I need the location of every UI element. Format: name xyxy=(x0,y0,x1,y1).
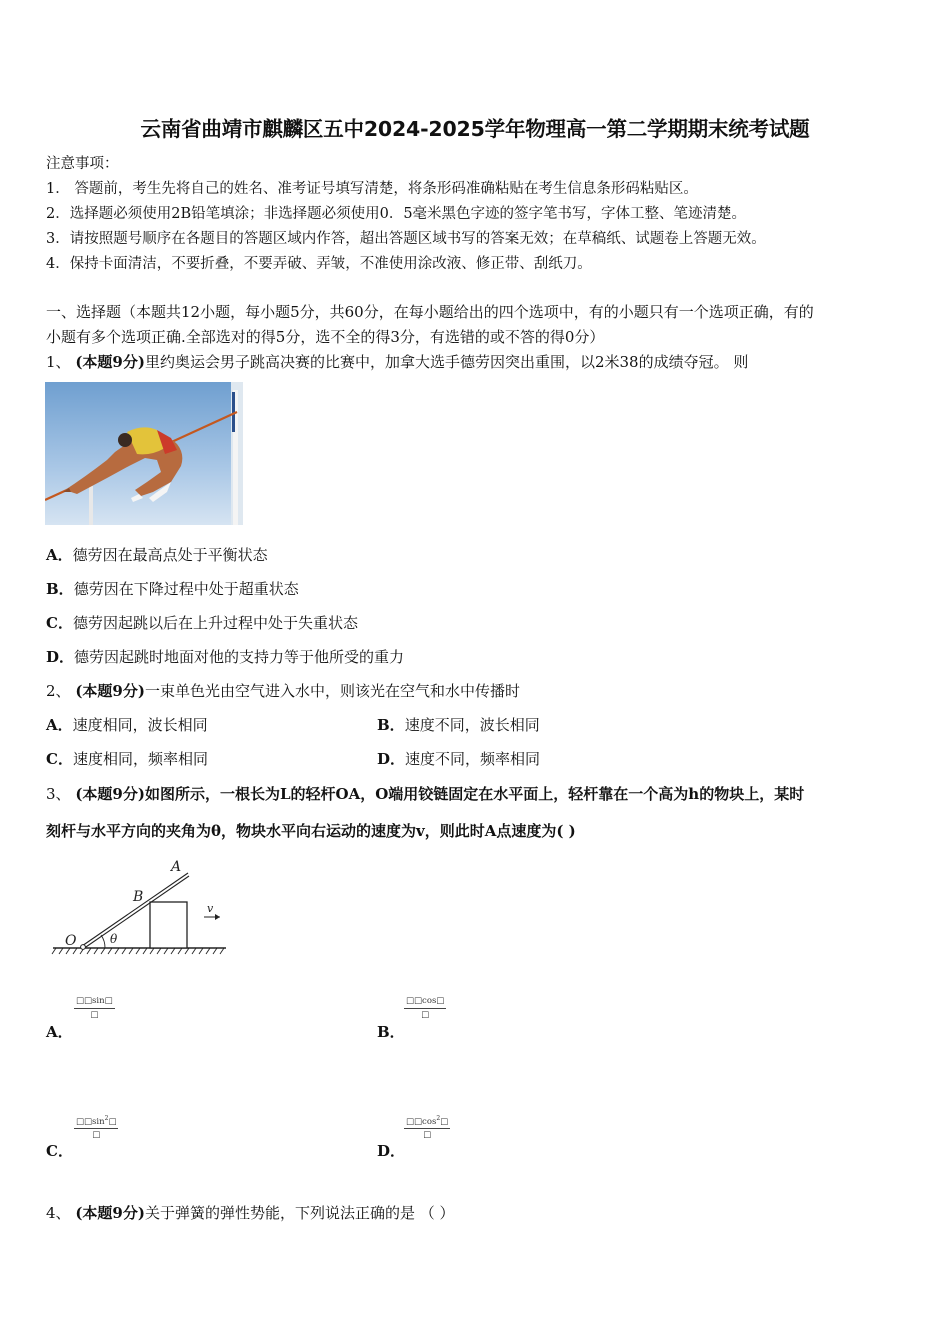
option-label: B． xyxy=(46,580,74,598)
question-3-option-d-formula xyxy=(404,1116,450,1140)
option-text: 速度不同，频率相同 xyxy=(405,750,541,768)
question-1-number: 1、 xyxy=(46,353,71,371)
option-text: 德劳因在下降过程中处于超重状态 xyxy=(73,580,299,598)
question-1-tag: (本题9分) xyxy=(75,353,145,371)
section-header-line-1: 一、选择题（本题共12小题，每小题5分，共60分，在每小题给出的四个选项中，有的小题只有一个选项正确，有的 xyxy=(46,303,814,321)
formula-numerator: □□sin□ xyxy=(74,997,115,1009)
high-jump-photo xyxy=(45,382,243,525)
question-4-tag: (本题9分) xyxy=(75,1204,145,1222)
label-v: v xyxy=(207,902,214,915)
question-3-option-b-formula xyxy=(404,997,446,1019)
question-3-text-1: 如图所示，一根长为L的轻杆OA，O端用铰链固定在水平面上，轻杆靠在一个高为h的物块上，某时 xyxy=(144,785,805,803)
question-3-option-d[interactable] xyxy=(377,1140,405,1161)
question-1-option-c[interactable] xyxy=(46,612,358,633)
question-1-option-d[interactable] xyxy=(46,646,404,667)
formula-numerator-tail: □ xyxy=(108,1116,117,1127)
option-label: D． xyxy=(377,750,406,768)
question-3-option-a-formula xyxy=(74,997,115,1019)
question-2-text: 一束单色光由空气进入水中，则该光在空气和水中传播时 xyxy=(144,682,520,700)
question-1-stem xyxy=(46,351,748,372)
option-label: A． xyxy=(46,716,73,734)
lever-block-diagram xyxy=(50,855,230,955)
label-a: A xyxy=(171,859,182,875)
question-4-number: 4、 xyxy=(46,1204,71,1222)
option-text: 速度不同，波长相同 xyxy=(404,716,540,734)
formula-denominator: □ xyxy=(423,1130,432,1141)
formula-denominator: □ xyxy=(421,1009,430,1020)
option-label: A． xyxy=(46,1023,73,1041)
formula-exponent: 2 xyxy=(104,1115,109,1122)
page-title: 云南省曲靖市麒麟区五中2024-2025学年物理高一第二学期期末统考试题 xyxy=(140,117,810,141)
question-3-tag: (本题9分) xyxy=(75,785,145,803)
label-b: B xyxy=(133,889,144,905)
formula-numerator: □□cos xyxy=(406,1116,437,1127)
option-text: 德劳因起跳时地面对他的支持力等于他所受的重力 xyxy=(74,648,405,666)
option-label: C． xyxy=(46,614,73,632)
question-4-stem xyxy=(46,1202,455,1223)
note-item-1: 1． 答题前，考生先将自己的姓名、准考证号填写清楚，将条形码准确粘贴在考生信息条形码粘贴区。 xyxy=(46,181,698,197)
question-2-option-a[interactable] xyxy=(46,714,208,735)
option-label: C． xyxy=(46,1142,73,1160)
question-2-option-d[interactable] xyxy=(377,748,540,769)
option-label: D． xyxy=(46,648,75,666)
label-theta: θ xyxy=(110,932,118,946)
question-1-option-b[interactable] xyxy=(46,578,299,599)
formula-numerator-tail: □ xyxy=(440,1116,449,1127)
question-2-tag: (本题9分) xyxy=(75,682,145,700)
question-3-number: 3、 xyxy=(46,785,71,803)
question-2-option-b[interactable] xyxy=(377,714,540,735)
option-label: A． xyxy=(46,546,73,564)
formula-numerator: □□sin xyxy=(76,1116,105,1127)
question-1-text: 里约奥运会男子跳高决赛的比赛中，加拿大选手德劳因突出重围，以2米38的成绩夺冠。 则 xyxy=(144,353,749,371)
formula-denominator: □ xyxy=(92,1130,101,1141)
question-2-option-c[interactable] xyxy=(46,748,208,769)
section-header-line-2: 小题有多个选项正确.全部选对的得5分，选不全的得3分，有选错的或不答的得0分） xyxy=(46,328,605,346)
option-text: 速度相同，频率相同 xyxy=(72,750,208,768)
option-text: 德劳因起跳以后在上升过程中处于失重状态 xyxy=(72,614,358,632)
question-4-text: 关于弹簧的弹性势能，下列说法正确的是 （ ） xyxy=(144,1204,455,1222)
question-3-option-b[interactable] xyxy=(377,1021,405,1042)
option-label: C． xyxy=(46,750,73,768)
formula-exponent: 2 xyxy=(436,1115,441,1122)
question-2-stem xyxy=(46,680,520,701)
question-3-stem-line-1 xyxy=(46,783,804,804)
note-item-3: 3．请按照题号顺序在各题目的答题区域内作答，超出答题区域书写的答案无效；在草稿纸、试题卷上答题无效。 xyxy=(46,231,766,247)
question-3-option-c[interactable] xyxy=(46,1140,73,1161)
notes-heading: 注意事项： xyxy=(46,156,119,172)
question-1-option-a[interactable] xyxy=(46,544,268,565)
question-2-number: 2、 xyxy=(46,682,71,700)
option-label: D． xyxy=(377,1142,406,1160)
question-3-option-a[interactable] xyxy=(46,1021,73,1042)
option-label: B． xyxy=(377,716,405,734)
question-3-option-c-formula xyxy=(74,1116,118,1140)
formula-denominator: □ xyxy=(90,1009,99,1020)
note-item-2: 2．选择题必须使用2B铅笔填涂；非选择题必须使用0．5毫米黑色字迹的签字笔书写，字体工整、笔迹清楚。 xyxy=(46,206,747,222)
option-text: 德劳因在最高点处于平衡状态 xyxy=(72,546,268,564)
option-text: 速度相同，波长相同 xyxy=(72,716,208,734)
note-item-4: 4．保持卡面清洁，不要折叠，不要弄破、弄皱，不准使用涂改液、修正带、刮纸刀。 xyxy=(46,256,592,272)
label-o: O xyxy=(65,933,77,949)
option-label: B． xyxy=(377,1023,405,1041)
formula-numerator: □□cos□ xyxy=(404,997,446,1009)
question-3-stem-line-2: 刻杆与水平方向的夹角为θ，物块水平向右运动的速度为v，则此时A点速度为( ) xyxy=(46,822,576,840)
